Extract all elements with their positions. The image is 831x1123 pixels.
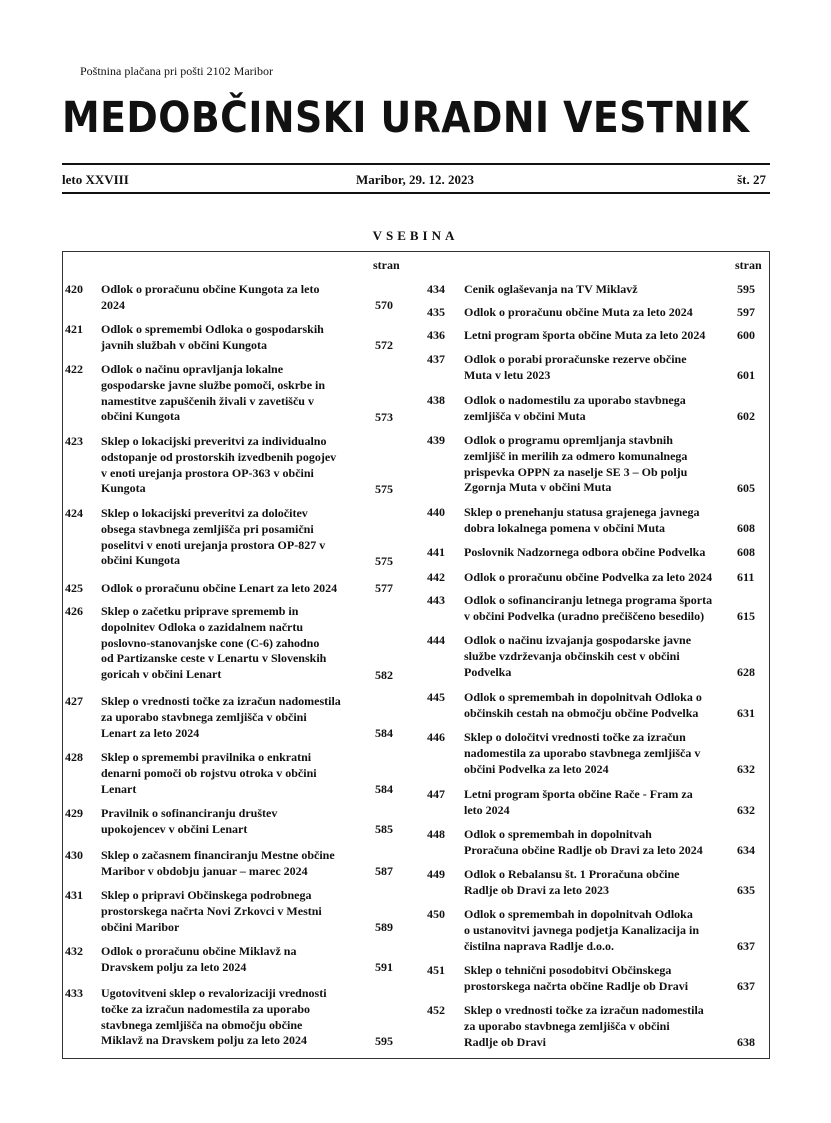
toc-entry[interactable] xyxy=(427,433,772,497)
toc-entry-page: 577 xyxy=(375,581,393,596)
toc-entry-number: 432 xyxy=(65,944,83,958)
toc-entry-title: Odlok o sofinanciranju letnega programa športa v občini Podvelka (uradno prečiščeno besedilo) xyxy=(464,593,713,623)
right-page-column-label: stran xyxy=(735,258,762,272)
toc-entry-page: 615 xyxy=(737,609,755,624)
toc-entry[interactable] xyxy=(427,690,772,722)
toc-entry-number: 430 xyxy=(65,848,83,862)
toc-entry-number: 427 xyxy=(65,694,83,708)
toc-entry-page: 601 xyxy=(737,368,755,383)
toc-entry-number: 437 xyxy=(427,352,445,366)
toc-entry[interactable] xyxy=(427,393,772,425)
toc-entry-number: 436 xyxy=(427,328,445,342)
toc-entry-title: Odlok o spremembah in dopolnitvah Odloka o ustanovitvi javnega podjetja Kanalizacija in čistilna naprava Radlje d.o.o. xyxy=(464,907,700,953)
toc-entry-number: 449 xyxy=(427,867,445,881)
toc-entry-number: 422 xyxy=(65,362,83,376)
toc-entry-title: Sklep o vrednosti točke za izračun nadomestila za uporabo stavbnega zemljišča v občini Radlje ob Dravi xyxy=(464,1003,704,1049)
toc-entry-number: 424 xyxy=(65,506,83,520)
toc-entry-title: Odlok o načinu izvajanja gospodarske javne službe vzdrževanja občinskih cest v občini Podvelka xyxy=(464,633,692,679)
toc-entry-number: 425 xyxy=(65,581,83,595)
issue-number: št. 27 xyxy=(737,172,766,187)
toc-entry[interactable] xyxy=(65,986,410,1050)
toc-entry[interactable] xyxy=(65,944,410,976)
toc-entry-number: 443 xyxy=(427,593,445,607)
toc-entry[interactable] xyxy=(427,282,772,298)
toc-entry[interactable] xyxy=(427,827,772,859)
toc-entry[interactable] xyxy=(427,352,772,384)
toc-entry-page: 602 xyxy=(737,409,755,424)
toc-entry-page: 570 xyxy=(375,298,393,313)
toc-entry-page: 582 xyxy=(375,668,393,683)
toc-entry-page: 637 xyxy=(737,979,755,994)
toc-entry-title: Sklep o vrednosti točke za izračun nadomestila za uporabo stavbnega zemljišča v občini Lenart za leto 2024 xyxy=(101,694,341,740)
postage-note: Poštnina plačana pri pošti 2102 Maribor xyxy=(80,64,273,78)
toc-entry-number: 447 xyxy=(427,787,445,801)
toc-entry-title: Sklep o spremembi pravilnika o enkratni denarni pomoči ob rojstvu otroka v občini Lenart xyxy=(101,750,317,796)
toc-entry[interactable] xyxy=(65,322,410,354)
toc-entry-title: Sklep o tehnični posodobitvi Občinskega prostorskega načrta občine Radlje ob Dravi xyxy=(464,963,689,993)
toc-entry-page: 595 xyxy=(375,1034,393,1049)
toc-entry[interactable] xyxy=(65,434,410,498)
left-page-column-label: stran xyxy=(373,258,400,272)
toc-entry-page: 632 xyxy=(737,762,755,777)
toc-entry-page: 608 xyxy=(737,521,755,536)
toc-entry-title: Odlok o proračunu občine Podvelka za leto 2024 xyxy=(464,570,713,584)
toc-entry[interactable] xyxy=(65,581,410,597)
toc-entry[interactable] xyxy=(427,305,772,321)
toc-entry-number: 421 xyxy=(65,322,83,336)
toc-entry-number: 431 xyxy=(65,888,83,902)
toc-entry[interactable] xyxy=(427,505,772,537)
toc-entry-title: Odlok o proračunu občine Miklavž na Dravskem polju za leto 2024 xyxy=(101,944,297,974)
toc-entry-page: 631 xyxy=(737,706,755,721)
toc-entry-number: 429 xyxy=(65,806,83,820)
toc-entry-page: 628 xyxy=(737,665,755,680)
toc-entry[interactable] xyxy=(427,907,772,955)
toc-entry-title: Odlok o programu opremljanja stavbnih zemljišč in merilih za odmero komunalnega prispevka OPPN za naselje SE 3 – Ob polju Zgornja Muta v občini Muta xyxy=(464,433,688,495)
toc-entry-title: Odlok o proračunu občine Muta za leto 2024 xyxy=(464,305,693,319)
toc-entry-title: Letni program športa občine Rače - Fram za leto 2024 xyxy=(464,787,693,817)
issue-line xyxy=(62,172,770,190)
toc-entry[interactable] xyxy=(427,570,772,586)
toc-entry[interactable] xyxy=(65,750,410,798)
toc-entry-title: Odlok o nadomestilu za uporabo stavbnega zemljišča v občini Muta xyxy=(464,393,686,423)
toc-entry-page: 635 xyxy=(737,883,755,898)
toc-entry-title: Sklep o začasnem financiranju Mestne občine Maribor v obdobju januar – marec 2024 xyxy=(101,848,335,878)
toc-entry-number: 450 xyxy=(427,907,445,921)
toc-entry-page: 587 xyxy=(375,864,393,879)
toc-entry-page: 637 xyxy=(737,939,755,954)
toc-entry-page: 591 xyxy=(375,960,393,975)
toc-entry[interactable] xyxy=(65,506,410,570)
toc-entry[interactable] xyxy=(427,633,772,681)
toc-entry-page: 597 xyxy=(737,305,755,320)
toc-entry-page: 585 xyxy=(375,822,393,837)
toc-entry-number: 444 xyxy=(427,633,445,647)
toc-entry-page: 608 xyxy=(737,545,755,560)
toc-entry-number: 438 xyxy=(427,393,445,407)
toc-entry-title: Ugotovitveni sklep o revalorizaciji vrednosti točke za izračun nadomestila za uporabo stavbnega zemljišča na območju občine Miklavž na Dravskem polju za leto 2024 xyxy=(101,986,327,1048)
toc-entry-number: 440 xyxy=(427,505,445,519)
toc-entry-title: Sklep o začetku priprave sprememb in dopolnitev Odloka o zazidalnem načrtu poslovno-stanovanjske cone (C-6) zahodno od Partizanske ceste v Lenartu v Slovenskih goricah v občini Lenart xyxy=(101,604,327,682)
toc-entry-number: 442 xyxy=(427,570,445,584)
toc-entry-title: Sklep o določitvi vrednosti točke za izračun nadomestila za uporabo stavbnega zemljišča v občini Podvelka za leto 2024 xyxy=(464,730,701,776)
toc-entry-number: 420 xyxy=(65,282,83,296)
toc-entry-title: Sklep o pripravi Občinskega podrobnega prostorskega načrta Novi Zrkovci v Mestni občini Maribor xyxy=(101,888,322,934)
toc-entry-number: 441 xyxy=(427,545,445,559)
volume-label: leto XXVIII xyxy=(62,172,129,187)
toc-entry-number: 446 xyxy=(427,730,445,744)
toc-entry-title: Poslovnik Nadzornega odbora občine Podvelka xyxy=(464,545,706,559)
toc-entry-number: 435 xyxy=(427,305,445,319)
contents-title: VSEBINA xyxy=(372,228,459,243)
toc-entry-page: 589 xyxy=(375,920,393,935)
toc-entry-page: 572 xyxy=(375,338,393,353)
toc-entry[interactable] xyxy=(65,282,410,314)
toc-entry-number: 452 xyxy=(427,1003,445,1017)
toc-entry-number: 423 xyxy=(65,434,83,448)
toc-entry-number: 439 xyxy=(427,433,445,447)
toc-entry[interactable] xyxy=(427,963,772,995)
toc-entry[interactable] xyxy=(65,362,410,426)
toc-entry[interactable] xyxy=(65,806,410,838)
toc-entry-title: Odlok o spremembi Odloka o gospodarskih javnih službah v občini Kungota xyxy=(101,322,324,352)
toc-entry-number: 445 xyxy=(427,690,445,704)
toc-entry-title: Odlok o proračunu občine Lenart za leto 2024 xyxy=(101,581,338,595)
toc-entry-title: Sklep o prenehanju statusa grajenega javnega dobra lokalnega pomena v občini Muta xyxy=(464,505,700,535)
toc-entry[interactable] xyxy=(427,1003,772,1051)
toc-entry-number: 426 xyxy=(65,604,83,618)
toc-entry-page: 632 xyxy=(737,803,755,818)
toc-entry-page: 584 xyxy=(375,726,393,741)
toc-entry-page: 575 xyxy=(375,482,393,497)
toc-entry-page: 573 xyxy=(375,410,393,425)
toc-entry[interactable] xyxy=(427,730,772,778)
toc-entry[interactable] xyxy=(427,787,772,819)
toc-entry[interactable] xyxy=(427,867,772,899)
gazette-title: MEDOBČINSKI URADNI VESTNIK xyxy=(62,93,750,143)
toc-entry[interactable] xyxy=(65,848,410,880)
toc-entry-number: 434 xyxy=(427,282,445,296)
toc-entry[interactable] xyxy=(65,694,410,742)
toc-entry-page: 600 xyxy=(737,328,755,343)
toc-entry-page: 595 xyxy=(737,282,755,297)
toc-entry[interactable] xyxy=(65,604,410,684)
toc-entry-page: 634 xyxy=(737,843,755,858)
toc-entry-title: Odlok o proračunu občine Kungota za leto 2024 xyxy=(101,282,320,312)
toc-entry-title: Odlok o Rebalansu št. 1 Proračuna občine Radlje ob Dravi za leto 2023 xyxy=(464,867,680,897)
toc-entry-title: Sklep o lokacijski preveritvi za individualno odstopanje od prostorskih izvedbenih pogojev v enoti urejanja prostora OP-363 v občini Kungota xyxy=(101,434,337,496)
toc-entry-page: 605 xyxy=(737,481,755,496)
toc-entry-number: 433 xyxy=(65,986,83,1000)
toc-entry-title: Odlok o porabi proračunske rezerve občine Muta v letu 2023 xyxy=(464,352,687,382)
toc-entry-page: 584 xyxy=(375,782,393,797)
toc-entry-title: Odlok o spremembah in dopolnitvah Odloka o občinskih cestah na območju občine Podvelka xyxy=(464,690,702,720)
toc-entry-page: 638 xyxy=(737,1035,755,1050)
toc-entry-title: Cenik oglaševanja na TV Miklavž xyxy=(464,282,638,296)
header-rule-top xyxy=(62,163,770,165)
toc-entry[interactable] xyxy=(65,888,410,936)
toc-entry-page: 575 xyxy=(375,554,393,569)
toc-entry-number: 448 xyxy=(427,827,445,841)
toc-entry-title: Letni program športa občine Muta za leto 2024 xyxy=(464,328,706,342)
toc-entry-page: 611 xyxy=(737,570,755,585)
toc-entry-title: Pravilnik o sofinanciranju društev upokojencev v občini Lenart xyxy=(101,806,278,836)
toc-entry[interactable] xyxy=(427,545,772,561)
toc-entry-title: Odlok o načinu opravljanja lokalne gospodarske javne službe pomoči, oskrbe in namestitve zapuščenih živali v zavetišču v občini Kungota xyxy=(101,362,326,424)
toc-entry-number: 428 xyxy=(65,750,83,764)
issue-date: Maribor, 29. 12. 2023 xyxy=(356,172,474,187)
header-rule-bottom xyxy=(62,192,770,194)
toc-entry-title: Sklep o lokacijski preveritvi za določitev obsega stavbnega zemljišča pri posamični poselitvi v enoti urejanja prostora OP-827 v občini Kungota xyxy=(101,506,326,568)
toc-entry-title: Odlok o spremembah in dopolnitvah Proračuna občine Radlje ob Dravi za leto 2024 xyxy=(464,827,703,857)
toc-entry[interactable] xyxy=(427,593,772,625)
toc-entry-number: 451 xyxy=(427,963,445,977)
toc-entry[interactable] xyxy=(427,328,772,344)
